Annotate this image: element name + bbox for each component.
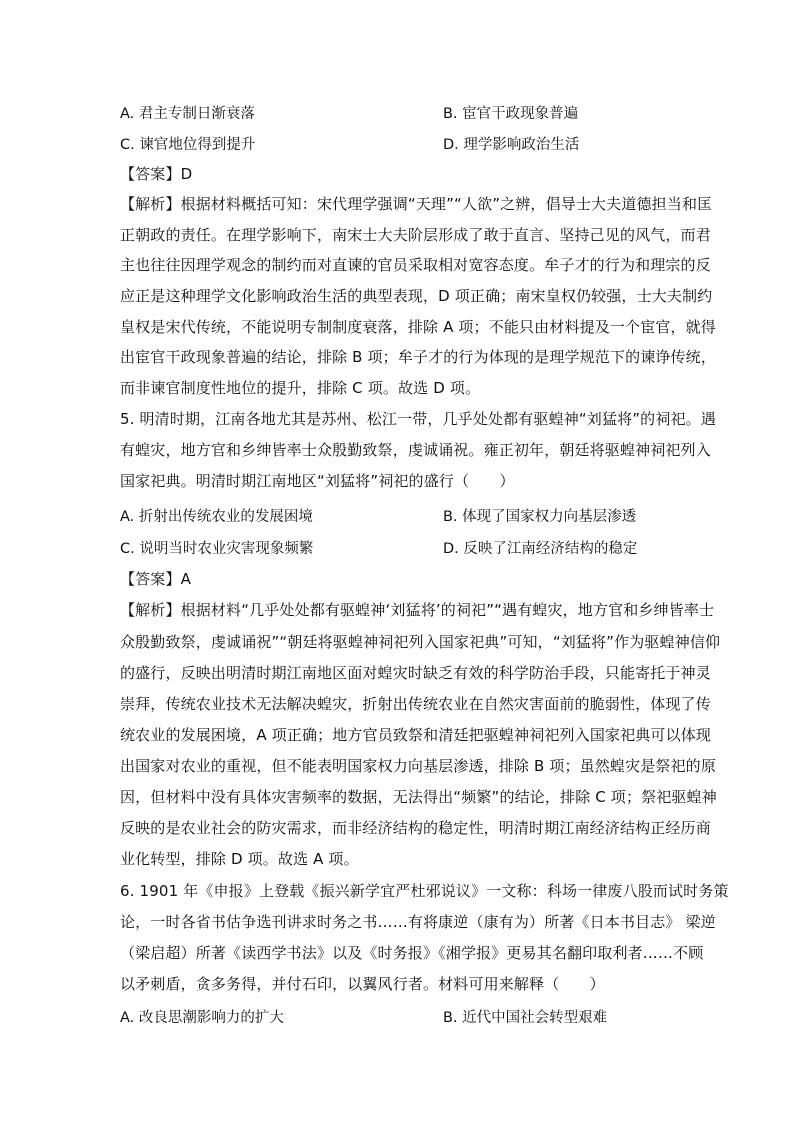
q5-analysis-line: 统农业的发展困境，A 项正确；地方官员致祭和清廷把驱蝗神祠祀列入国家祀典可以体现 xyxy=(120,726,712,744)
q4-analysis-line: 应正是这种理学文化影响政治生活的典型表现，D 项正确；南宋皇权仍较强，士大夫制约 xyxy=(120,287,713,305)
q5-option-c: C. 说明当时农业灾害现象频繁 xyxy=(120,541,314,557)
q6-stem-line: 论，一时各省书估争选刊讲求时务之书……有将康逆（康有为）所著《日本书目志》 梁逆 xyxy=(120,913,716,931)
q4-option-a: A. 君主专制日渐衰落 xyxy=(120,106,255,122)
q5-stem-line: 有蝗灾，地方官和乡绅皆率士众殷勤致祭，虔诚诵祝。雍正初年，朝廷将驱蝗神祠祀列入 xyxy=(120,441,711,459)
q5-analysis-line: 业化转型，排除 D 项。故选 A 项。 xyxy=(120,850,359,868)
q6-option-a: A. 改良思潮影响力的扩大 xyxy=(120,1010,284,1026)
q4-option-d: D. 理学影响政治生活 xyxy=(443,137,580,153)
q4-analysis-line: 而非谏官制度性地位的提升，排除 C 项。故选 D 项。 xyxy=(120,379,481,397)
q5-analysis-line: 反映的是农业社会的防灾需求，而非经济结构的稳定性，明清时期江南经济结构正经历商 xyxy=(120,819,711,837)
q5-analysis-line: 因，但材料中没有具体灾害频率的数据，无法得出“频繁”的结论，排除 C 项；祭祀驱蝗神 xyxy=(120,788,717,806)
q5-analysis-line: 【解析】根据材料“几乎处处都有驱蝗神‘刘猛将’的祠祀”“遇有蝗灾，地方官和乡绅皆率士 xyxy=(120,601,715,619)
q6-stem-line: 以矛刺盾，贪多务得，并付石印，以翼风行者。材料可用来解释（ ） xyxy=(120,975,605,993)
q5-analysis-line: 出国家对农业的重视，但不能表明国家权力向基层渗透，排除 B 项；虽然蝗灾是祭祀的原 xyxy=(120,757,716,775)
q4-analysis-line: 正朝政的责任。在理学影响下，南宋士大夫阶层形成了敢于直言、坚持己见的风气，而君 xyxy=(120,226,711,244)
q5-stem-line: 5. 明清时期，江南各地尤其是苏州、松江一带，几乎处处都有驱蝗神“刘猛将”的祠祀。遇 xyxy=(120,410,716,428)
q4-analysis-line: 皇权是宋代传统，不能说明专制制度衰落，排除 A 项；不能只由材料提及一个宦官，就得 xyxy=(120,318,716,336)
q4-analysis-line: 【解析】根据材料概括可知：宋代理学强调“天理”“人欲”之辨，倡导士大夫道德担当和匡 xyxy=(120,195,713,213)
q4-analysis-line: 主也往往因理学观念的制约而对直谏的官员采取相对宽容态度。牟子才的行为和理宗的反 xyxy=(120,256,711,274)
q5-option-a: A. 折射出传统农业的发展困境 xyxy=(120,509,313,525)
q4-analysis-line: 出宦官干政现象普遍的结论，排除 B 项；牟子才的行为体现的是理学规范下的谏诤传统， xyxy=(120,348,716,366)
q5-analysis-line: 崇拜，传统农业技术无法解决蝗灾，折射出传统农业在自然灾害面前的脆弱性，体现了传 xyxy=(120,695,711,713)
q5-analysis-line: 众殷勤致祭，虔诚诵祝”“朝廷将驱蝗神祠祀列入国家祀典”可知，“刘猛将”作为驱蝗神信仰 xyxy=(120,633,721,651)
q5-option-b: B. 体现了国家权力向基层渗透 xyxy=(443,509,637,525)
q5-stem-line: 国家祀典。明清时期江南地区“刘猛将”祠祀的盛行（ ） xyxy=(120,472,515,490)
q5-analysis-line: 的盛行，反映出明清时期江南地区面对蝗灾时缺乏有效的科学防治手段，只能寄托于神灵 xyxy=(120,664,711,682)
q6-stem-line: 6. 1901 年《申报》上登载《振兴新学宜严杜邪说议》一文称：科场一律废八股而试时务策 xyxy=(120,882,729,900)
q4-option-c: C. 谏官地位得到提升 xyxy=(120,137,256,153)
q4-option-b: B. 宦官干政现象普遍 xyxy=(443,106,579,122)
q5-answer: 【答案】A xyxy=(120,570,192,588)
q6-option-b: B. 近代中国社会转型艰难 xyxy=(443,1010,608,1026)
q6-stem-line: （梁启超）所著《读西学书法》以及《时务报》《湘学报》更易其名翻印取利者……不顾 xyxy=(120,944,704,962)
q5-option-d: D. 反映了江南经济结构的稳定 xyxy=(443,541,638,557)
q4-answer: 【答案】D xyxy=(120,165,193,183)
